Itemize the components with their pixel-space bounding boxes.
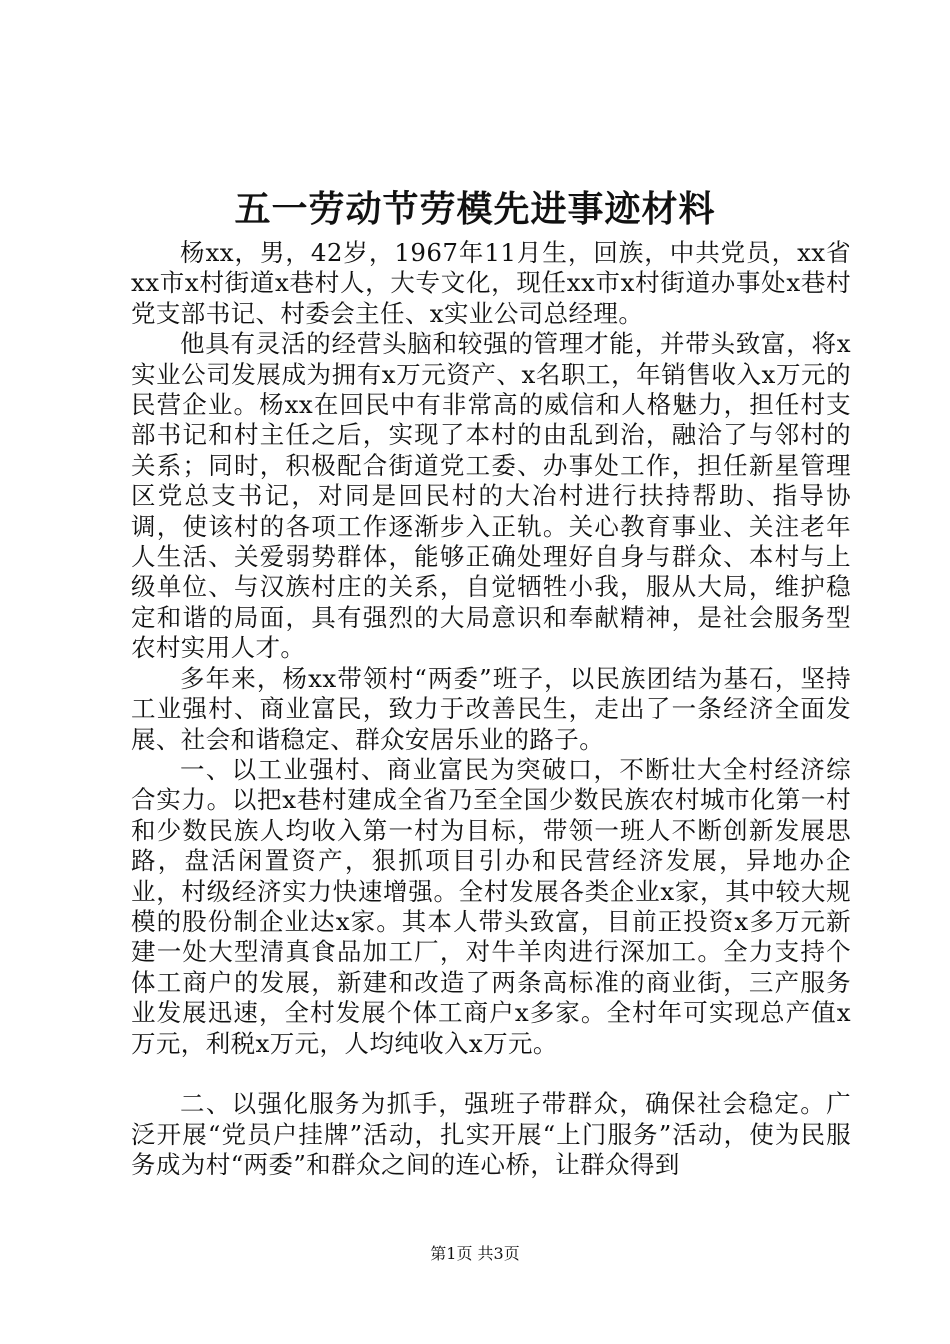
- paragraph-section-one: 一、以工业强村、商业富民为突破口，不断壮大全村经济综合实力。以把x巷村建成全省乃至全国少数民族农村城市化第一村和少数民族人均收入第一村为目标，带领一班人不断创新发展思路，盘活闲置资产，狠抓项目引办和民营经济发展，异地办企业，村级经济实力快速增强。全村发展各类企业x家，其中较大规模的股份制企业达x家。其本人带头致富，目前正投资x多万元新建一处大型清真食品加工厂，对牛羊肉进行深加工。全力支持个体工商户的发展，新建和改造了两条高标准的商业街，三产服务业发展迅速，全村发展个体工商户x多家。全村年可实现总产值x万元，利税x万元，人均纯收入x万元。: [131, 754, 851, 1058]
- paragraph-leadership: 多年来，杨xx带领村“两委”班子，以民族团结为基石，坚持工业强村、商业富民，致力于改善民生，走出了一条经济全面发展、社会和谐稳定、群众安居乐业的路子。: [131, 663, 851, 754]
- paragraph-section-two: 二、以强化服务为抓手，强班子带群众，确保社会稳定。广泛开展“党员户挂牌”活动，扎实开展“上门服务”活动，使为民服务成为村“两委”和群众之间的连心桥，让群众得到: [131, 1089, 851, 1180]
- paragraph-management-ability: 他具有灵活的经营头脑和较强的管理才能，并带头致富，将x实业公司发展成为拥有x万元资产、x名职工，年销售收入x万元的民营企业。杨xx在回民中有非常高的威信和人格魅力，担任村支部书记和村主任之后，实现了本村的由乱到治，融洽了与邻村的关系；同时，积极配合街道党工委、办事处工作，担任新星管理区党总支书记，对同是回民村的大冶村进行扶持帮助、指导协调，使该村的各项工作逐渐步入正轨。关心教育事业、关注老年人生活、关爱弱势群体，能够正确处理好自身与群众、本村与上级单位、与汉族村庄的关系，自觉牺牲小我，服从大局，维护稳定和谐的局面，具有强烈的大局意识和奉献精神，是社会服务型农村实用人才。: [131, 329, 851, 663]
- page-number-footer: 第1页 共3页: [430, 1244, 520, 1263]
- document-title: 五一劳动节劳模先进事迹材料: [234, 188, 716, 230]
- document-body: [131, 238, 851, 1181]
- paragraph-personal-info: 杨xx，男，42岁，1967年11月生，回族，中共党员，xx省xx市x村街道x巷村人，大专文化，现任xx市x村街道办事处x巷村党支部书记、村委会主任、x实业公司总经理。: [131, 238, 851, 328]
